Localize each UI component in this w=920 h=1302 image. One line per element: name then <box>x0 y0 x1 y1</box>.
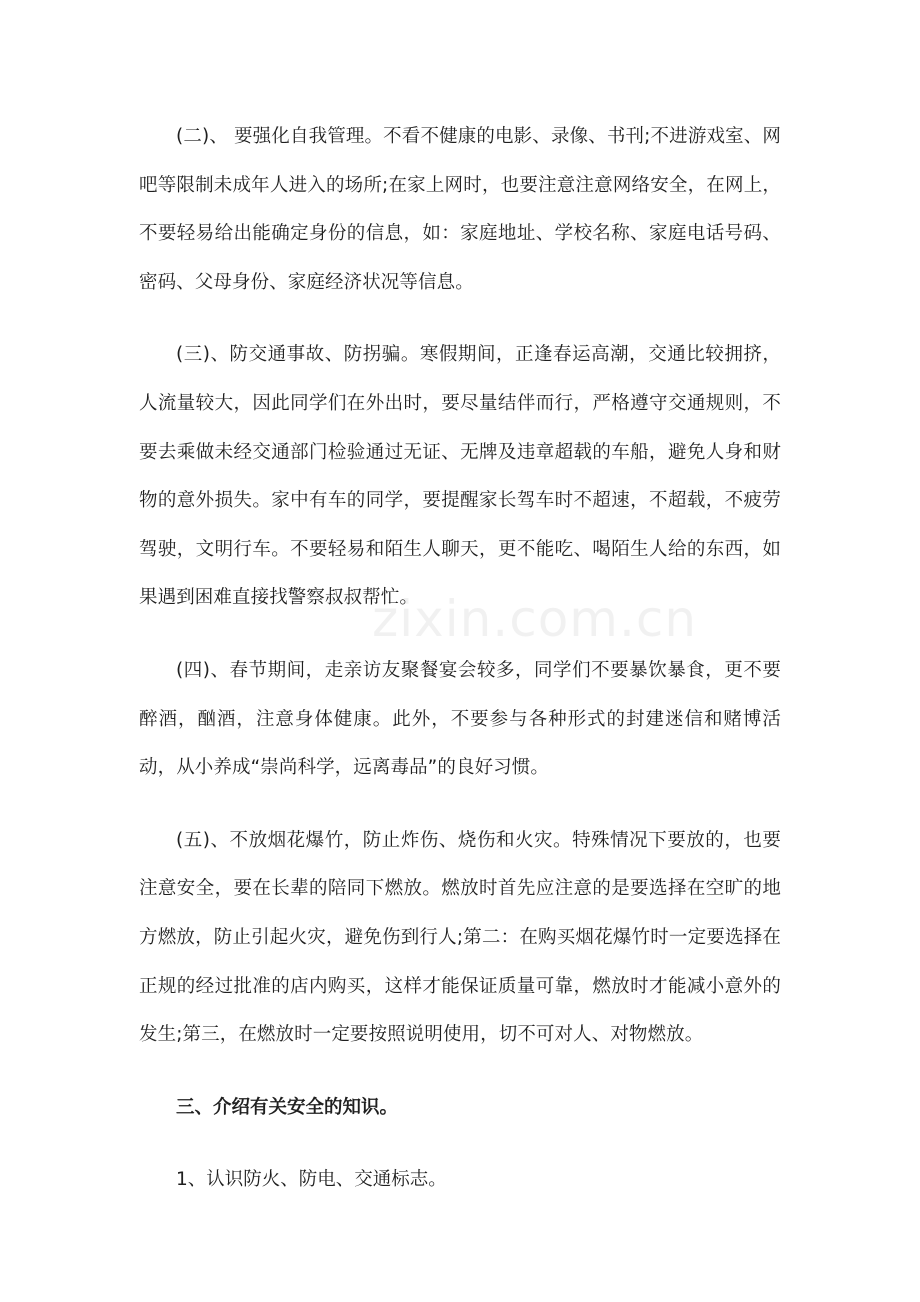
section-heading: 三、介绍有关安全的知识。 <box>176 1096 399 1118</box>
list-item: 1、认识防火、防电、交通标志。 <box>176 1169 447 1191</box>
watermark: zixin.com.cn <box>372 590 698 648</box>
paragraph-self-management: (二)、 要强化自我管理。不看不健康的电影、录像、书刊;不进游戏室、网吧等限制未成年人进入的场所;在家上网时，也要注意注意网络安全，在网上，不要轻易给出能确定身份的信息，如：家庭地址、学校名称、家庭电话号码、密码、父母身份、家庭经济状况等信息。 <box>139 126 781 293</box>
document-body <box>139 113 781 1205</box>
paragraph-traffic-safety: (三)、防交通事故、防拐骗。寒假期间，正逢春运高潮，交通比较拥挤，人流量较大，因此同学们在外出时，要尽量结伴而行，严格遵守交通规则，不要去乘做未经交通部门检验通过无证、无牌及违章超载的车船，避免人身和财物的意外损失。家中有车的同学，要提醒家长驾车时不超速，不超载，不疲劳驾驶，文明行车。不要轻易和陌生人聊天，更不能吃、喝陌生人给的东西，如果遇到困难直接找警察叔叔帮忙。 <box>139 344 781 609</box>
paragraph-spring-festival: (四)、春节期间，走亲访友聚餐宴会较多，同学们不要暴饮暴食，更不要醉酒，酗酒，注意身体健康。此外，不要参与各种形式的封建迷信和赌博活动，从小养成“崇尚科学，远离毒品”的良好习惯。 <box>139 659 781 779</box>
paragraph-fireworks: (五)、不放烟花爆竹，防止炸伤、烧伤和火灾。特殊情况下要放的，也要注意安全，要在长辈的陪同下燃放。燃放时首先应注意的是要选择在空旷的地方燃放，防止引起火灾，避免伤到行人;第二：在购买烟花爆竹时一定要选择在正规的经过批准的店内购买，这样才能保证质量可靠，燃放时才能减小意外的发生;第三，在燃放时一定要按照说明使用，切不可对人、对物燃放。 <box>139 829 781 1046</box>
